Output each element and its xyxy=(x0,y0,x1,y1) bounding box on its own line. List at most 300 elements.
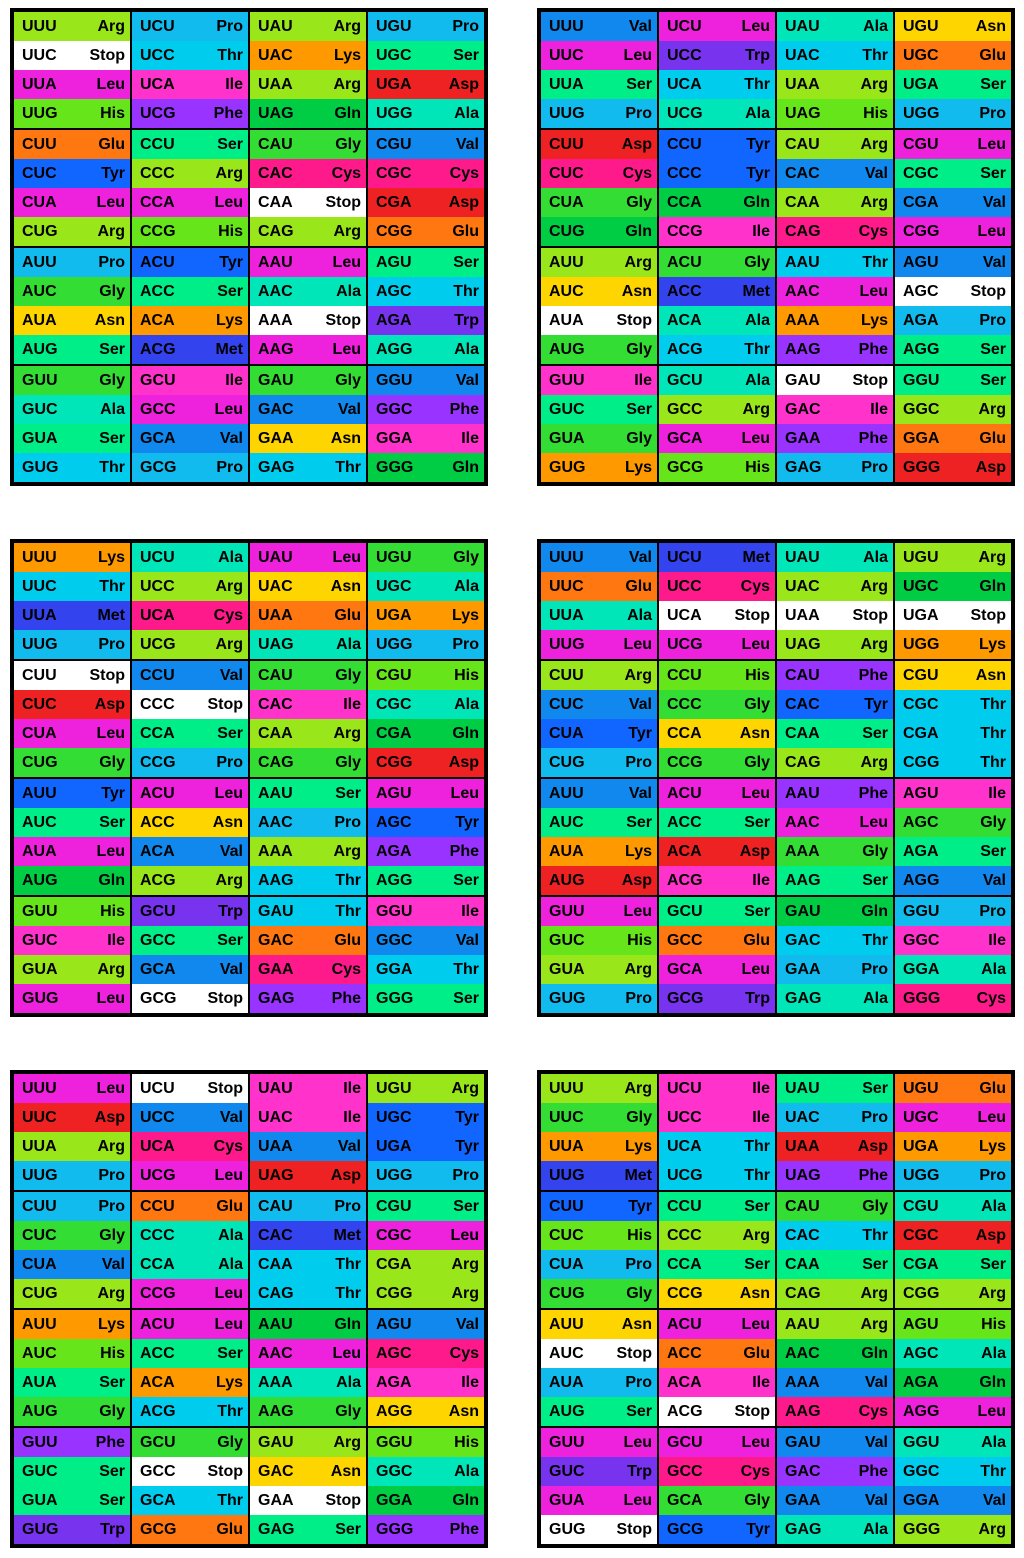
amino-acid-label: Stop xyxy=(89,666,125,684)
codon-cell xyxy=(250,217,366,246)
codon-label: UGG xyxy=(903,1166,940,1184)
codon-label: AUA xyxy=(22,1373,57,1391)
amino-acid-label: Arg xyxy=(978,1284,1006,1302)
codon-label: GUA xyxy=(22,429,58,447)
codon-label: CAC xyxy=(258,164,293,182)
amino-acid-label: Ile xyxy=(752,1108,770,1126)
amino-acid-label: Ser xyxy=(862,724,888,742)
amino-acid-label: Gly xyxy=(99,753,125,771)
amino-acid-label: Glu xyxy=(979,429,1006,447)
codon-label: UCA xyxy=(667,1137,702,1155)
codon-cell xyxy=(895,1192,1011,1221)
codon-cell xyxy=(777,366,893,395)
codon-cell xyxy=(14,1250,130,1279)
codon-label: CUA xyxy=(22,193,57,211)
amino-acid-label: Stop xyxy=(325,193,361,211)
codon-label: UGC xyxy=(376,577,412,595)
codon-block xyxy=(13,1191,131,1309)
codon-label: GCA xyxy=(667,429,703,447)
codon-cell xyxy=(541,130,657,159)
amino-acid-label: Ala xyxy=(100,400,125,418)
codon-label: GUA xyxy=(22,960,58,978)
amino-acid-label: Stop xyxy=(325,311,361,329)
amino-acid-label: Ile xyxy=(225,75,243,93)
codon-label: AAC xyxy=(785,1344,820,1362)
codon-label: GAC xyxy=(785,931,821,949)
codon-label: UGU xyxy=(903,17,939,35)
amino-acid-label: Leu xyxy=(96,75,125,93)
amino-acid-label: Pro xyxy=(861,1108,888,1126)
codon-cell xyxy=(14,1397,130,1426)
codon-label: GUU xyxy=(22,1433,58,1451)
codon-cell xyxy=(659,1486,775,1515)
codon-cell xyxy=(895,1368,1011,1397)
codon-cell xyxy=(541,217,657,246)
codon-label: ACA xyxy=(667,1373,702,1391)
codon-label: GCG xyxy=(140,1520,177,1538)
codon-cell xyxy=(659,99,775,128)
amino-acid-label: Gln xyxy=(979,577,1006,595)
amino-acid-label: Val xyxy=(864,1433,888,1451)
amino-acid-label: Pro xyxy=(979,311,1006,329)
amino-acid-label: Gly xyxy=(99,1402,125,1420)
codon-label: CCU xyxy=(140,666,175,684)
codon-cell xyxy=(368,1339,484,1368)
amino-acid-label: Pro xyxy=(452,1166,479,1184)
codon-cell xyxy=(541,808,657,837)
codon-cell xyxy=(14,808,130,837)
codon-label: UCC xyxy=(667,1108,702,1126)
amino-acid-label: Arg xyxy=(215,577,243,595)
amino-acid-label: Val xyxy=(455,931,479,949)
codon-label: GAU xyxy=(785,1433,821,1451)
amino-acid-label: Leu xyxy=(623,902,652,920)
amino-acid-label: Leu xyxy=(450,784,479,802)
codon-cell xyxy=(14,1279,130,1308)
codon-label: GUU xyxy=(22,902,58,920)
codon-cell xyxy=(777,395,893,424)
codon-cell xyxy=(541,424,657,453)
codon-cell xyxy=(368,306,484,335)
codon-label: UUA xyxy=(22,606,57,624)
codon-cell xyxy=(132,12,248,41)
codon-label: GAG xyxy=(785,989,822,1007)
codon-label: GAU xyxy=(785,902,821,920)
codon-label: GAC xyxy=(258,1462,294,1480)
codon-label: AGA xyxy=(903,311,939,329)
amino-acid-label: Ala xyxy=(336,1373,361,1391)
codon-label: UAU xyxy=(785,17,820,35)
amino-acid-label: Ser xyxy=(744,902,770,920)
amino-acid-label: Ala xyxy=(863,1520,888,1538)
codon-cell xyxy=(541,1279,657,1308)
amino-acid-label: Ala xyxy=(981,960,1006,978)
codon-label: UCU xyxy=(667,17,702,35)
codon-cell xyxy=(250,1103,366,1132)
codon-cell xyxy=(777,277,893,306)
codon-cell xyxy=(368,453,484,482)
codon-block xyxy=(13,542,131,660)
codon-block xyxy=(367,896,485,1014)
amino-acid-label: Leu xyxy=(977,222,1006,240)
codon-cell xyxy=(250,248,366,277)
codon-cell xyxy=(777,630,893,659)
amino-acid-label: Stop xyxy=(325,1491,361,1509)
codon-cell xyxy=(368,1250,484,1279)
codon-cell xyxy=(659,395,775,424)
codon-label: CCG xyxy=(667,753,703,771)
codon-label: ACG xyxy=(140,871,176,889)
codon-label: CCG xyxy=(140,753,176,771)
amino-acid-label: Tyr xyxy=(219,253,243,271)
amino-acid-label: Ile xyxy=(343,1079,361,1097)
codon-label: CAC xyxy=(258,1226,293,1244)
codon-label: GAU xyxy=(258,902,294,920)
codon-cell xyxy=(541,1310,657,1339)
codon-cell xyxy=(250,1397,366,1426)
amino-acid-label: Pro xyxy=(98,635,125,653)
amino-acid-label: Ile xyxy=(988,784,1006,802)
codon-block xyxy=(367,1427,485,1545)
codon-label: AUA xyxy=(549,842,584,860)
codon-label: UGU xyxy=(376,17,412,35)
codon-label: UGG xyxy=(903,635,940,653)
codon-label: CGC xyxy=(376,164,412,182)
codon-label: UCA xyxy=(140,1137,175,1155)
amino-acid-label: His xyxy=(745,458,770,476)
codon-label: AUA xyxy=(549,311,584,329)
amino-acid-label: Gly xyxy=(335,666,361,684)
codon-label: GGG xyxy=(903,458,941,476)
codon-cell xyxy=(659,779,775,808)
codon-cell xyxy=(368,248,484,277)
codon-cell xyxy=(895,99,1011,128)
amino-acid-label: Asp xyxy=(448,753,479,771)
codon-cell xyxy=(368,1515,484,1544)
codon-cell xyxy=(250,719,366,748)
codon-label: GGU xyxy=(903,371,940,389)
codon-block xyxy=(367,247,485,365)
codon-cell xyxy=(368,572,484,601)
codon-cell xyxy=(777,1279,893,1308)
amino-acid-label: Cys xyxy=(331,960,361,978)
codon-label: UGA xyxy=(376,606,412,624)
codon-cell xyxy=(777,453,893,482)
codon-label: UGC xyxy=(903,577,939,595)
codon-cell xyxy=(895,424,1011,453)
amino-acid-label: Arg xyxy=(97,222,125,240)
codon-label: UAU xyxy=(258,17,293,35)
codon-cell xyxy=(132,188,248,217)
codon-cell xyxy=(777,748,893,777)
amino-acid-label: Val xyxy=(628,548,652,566)
codon-label: AGA xyxy=(376,842,412,860)
codon-label: GAU xyxy=(258,371,294,389)
codon-label: GAG xyxy=(785,1520,822,1538)
codon-cell xyxy=(250,779,366,808)
amino-acid-label: Lys xyxy=(625,842,652,860)
codon-label: CUG xyxy=(22,1284,58,1302)
amino-acid-label: Arg xyxy=(742,400,770,418)
amino-acid-label: Val xyxy=(219,842,243,860)
codon-cell xyxy=(541,395,657,424)
codon-label: UUC xyxy=(549,577,584,595)
amino-acid-label: Thr xyxy=(744,1166,770,1184)
amino-acid-label: Ser xyxy=(217,282,243,300)
codon-label: AUC xyxy=(549,282,584,300)
amino-acid-label: Leu xyxy=(741,429,770,447)
amino-acid-label: Stop xyxy=(734,1402,770,1420)
codon-label: ACA xyxy=(140,842,175,860)
codon-cell xyxy=(368,1310,484,1339)
codon-cell xyxy=(895,1279,1011,1308)
amino-acid-label: Leu xyxy=(96,842,125,860)
codon-label: CAU xyxy=(785,135,820,153)
amino-acid-label: Cys xyxy=(449,164,479,182)
codon-cell xyxy=(659,897,775,926)
codon-label: GAA xyxy=(258,429,294,447)
codon-label: CCA xyxy=(140,193,175,211)
amino-acid-label: Ser xyxy=(453,253,479,271)
amino-acid-label: Stop xyxy=(852,371,888,389)
codon-cell xyxy=(659,601,775,630)
codon-label: GCC xyxy=(667,931,703,949)
codon-label: GGU xyxy=(376,1433,413,1451)
codon-label: CAA xyxy=(785,724,820,742)
amino-acid-label: Pro xyxy=(334,813,361,831)
codon-cell xyxy=(541,690,657,719)
amino-acid-label: Glu xyxy=(979,1079,1006,1097)
codon-cell xyxy=(250,630,366,659)
codon-cell xyxy=(777,984,893,1013)
codon-label: UUC xyxy=(22,577,57,595)
codon-cell xyxy=(250,1428,366,1457)
codon-cell xyxy=(777,955,893,984)
amino-acid-label: Lys xyxy=(98,1315,125,1333)
codon-label: UAC xyxy=(258,577,293,595)
codon-block xyxy=(658,247,776,365)
codon-cell xyxy=(132,1161,248,1190)
codon-cell xyxy=(659,1221,775,1250)
amino-acid-label: Phe xyxy=(858,340,888,358)
amino-acid-label: Asp xyxy=(330,1166,361,1184)
codon-label: CAC xyxy=(785,695,820,713)
amino-acid-label: Ala xyxy=(981,1197,1006,1215)
codon-label: AUU xyxy=(549,784,584,802)
amino-acid-label: Ser xyxy=(626,1402,652,1420)
amino-acid-label: Gly xyxy=(626,1108,652,1126)
codon-cell xyxy=(14,748,130,777)
codon-block xyxy=(658,778,776,896)
amino-acid-label: Gln xyxy=(452,458,479,476)
codon-cell xyxy=(895,1486,1011,1515)
codon-label: CCA xyxy=(667,1255,702,1273)
codon-cell xyxy=(541,572,657,601)
codon-label: AUU xyxy=(549,1315,584,1333)
codon-label: GCA xyxy=(140,429,176,447)
codon-label: UAA xyxy=(258,75,293,93)
codon-label: CUG xyxy=(549,222,585,240)
codon-cell xyxy=(541,1161,657,1190)
codon-label: CAG xyxy=(258,753,294,771)
codon-label: AGG xyxy=(376,1402,413,1420)
codon-cell xyxy=(895,1310,1011,1339)
codon-label: GAC xyxy=(785,400,821,418)
codon-cell xyxy=(541,1103,657,1132)
codon-cell xyxy=(368,926,484,955)
codon-label: CAU xyxy=(785,1197,820,1215)
codon-cell xyxy=(132,1279,248,1308)
codon-label: ACC xyxy=(667,813,702,831)
codon-cell xyxy=(132,1457,248,1486)
codon-cell xyxy=(14,1368,130,1397)
codon-block xyxy=(894,896,1012,1014)
amino-acid-label: Arg xyxy=(97,1284,125,1302)
amino-acid-label: Arg xyxy=(624,666,652,684)
amino-acid-label: Val xyxy=(982,871,1006,889)
codon-label: UCG xyxy=(667,1166,703,1184)
codon-cell xyxy=(132,690,248,719)
codon-label: UCG xyxy=(140,104,176,122)
amino-acid-label: Stop xyxy=(616,1520,652,1538)
amino-acid-label: Arg xyxy=(333,17,361,35)
codon-cell xyxy=(250,1515,366,1544)
codon-label: GUA xyxy=(549,429,585,447)
codon-cell xyxy=(368,130,484,159)
codon-label: UGU xyxy=(903,548,939,566)
amino-acid-label: Pro xyxy=(98,253,125,271)
amino-acid-label: Asp xyxy=(448,75,479,93)
codon-cell xyxy=(777,1428,893,1457)
amino-acid-label: Pro xyxy=(216,17,243,35)
codon-label: AGC xyxy=(903,813,939,831)
codon-table-1 xyxy=(10,8,488,486)
codon-label: UUC xyxy=(549,1108,584,1126)
codon-label: GAG xyxy=(785,458,822,476)
codon-cell xyxy=(777,1161,893,1190)
codon-cell xyxy=(541,277,657,306)
codon-cell xyxy=(250,926,366,955)
codon-label: GUA xyxy=(549,960,585,978)
codon-label: CUC xyxy=(549,695,584,713)
codon-cell xyxy=(368,1457,484,1486)
codon-cell xyxy=(250,1368,366,1397)
codon-cell xyxy=(368,159,484,188)
codon-label: GAU xyxy=(258,1433,294,1451)
amino-acid-label: Lys xyxy=(98,548,125,566)
codon-label: AGC xyxy=(376,1344,412,1362)
amino-acid-label: Pro xyxy=(979,902,1006,920)
codon-cell xyxy=(659,1397,775,1426)
codon-label: AAA xyxy=(258,842,293,860)
codon-cell xyxy=(541,779,657,808)
codon-cell xyxy=(895,1339,1011,1368)
codon-cell xyxy=(368,1486,484,1515)
amino-acid-label: Gly xyxy=(626,1284,652,1302)
amino-acid-label: Ile xyxy=(107,931,125,949)
amino-acid-label: Trp xyxy=(218,902,243,920)
codon-cell xyxy=(777,1397,893,1426)
codon-block xyxy=(776,1191,894,1309)
codon-label: UAU xyxy=(785,1079,820,1097)
codon-label: UUG xyxy=(22,104,58,122)
codon-cell xyxy=(659,690,775,719)
codon-cell xyxy=(132,366,248,395)
codon-label: GGC xyxy=(903,931,940,949)
codon-cell xyxy=(777,1221,893,1250)
codon-cell xyxy=(895,601,1011,630)
codon-label: GCU xyxy=(667,1433,703,1451)
codon-label: UGU xyxy=(903,1079,939,1097)
codon-label: CAG xyxy=(785,1284,821,1302)
codon-label: CCU xyxy=(667,666,702,684)
codon-label: ACG xyxy=(140,340,176,358)
amino-acid-label: Pro xyxy=(98,1197,125,1215)
codon-cell xyxy=(368,808,484,837)
codon-cell xyxy=(659,159,775,188)
amino-acid-label: Arg xyxy=(860,135,888,153)
codon-label: CUU xyxy=(22,666,57,684)
codon-cell xyxy=(368,424,484,453)
codon-block xyxy=(894,660,1012,778)
codon-cell xyxy=(659,366,775,395)
codon-block xyxy=(13,1309,131,1427)
amino-acid-label: Ser xyxy=(99,813,125,831)
codon-label: AAU xyxy=(785,253,820,271)
amino-acid-label: Arg xyxy=(624,960,652,978)
amino-acid-label: His xyxy=(218,222,243,240)
codon-cell xyxy=(368,1428,484,1457)
amino-acid-label: Asn xyxy=(448,1402,479,1420)
codon-cell xyxy=(250,395,366,424)
amino-acid-label: Arg xyxy=(215,164,243,182)
codon-block xyxy=(776,1427,894,1545)
codon-cell xyxy=(14,837,130,866)
codon-block xyxy=(131,1073,249,1191)
codon-block xyxy=(367,365,485,483)
codon-label: AAG xyxy=(258,340,294,358)
codon-label: CGG xyxy=(376,1284,413,1302)
amino-acid-label: Gln xyxy=(743,193,770,211)
codon-cell xyxy=(895,130,1011,159)
codon-cell xyxy=(368,41,484,70)
codon-label: AAG xyxy=(785,871,821,889)
codon-label: GAA xyxy=(785,960,821,978)
amino-acid-label: Pro xyxy=(216,753,243,771)
amino-acid-label: Gly xyxy=(744,1491,770,1509)
codon-table-2 xyxy=(537,8,1015,486)
amino-acid-label: Leu xyxy=(332,253,361,271)
codon-label: GUG xyxy=(549,989,586,1007)
codon-cell xyxy=(14,1161,130,1190)
codon-label: CAA xyxy=(258,724,293,742)
amino-acid-label: Val xyxy=(337,400,361,418)
codon-label: CAG xyxy=(258,222,294,240)
amino-acid-label: Stop xyxy=(207,695,243,713)
codon-label: CCC xyxy=(667,695,702,713)
codon-cell xyxy=(14,1515,130,1544)
codon-cell xyxy=(777,99,893,128)
amino-acid-label: Pro xyxy=(452,17,479,35)
codon-block xyxy=(13,778,131,896)
codon-cell xyxy=(250,1074,366,1103)
amino-acid-label: Ser xyxy=(453,46,479,64)
codon-cell xyxy=(132,1250,248,1279)
codon-label: AUG xyxy=(22,340,58,358)
amino-acid-label: Cys xyxy=(622,164,652,182)
codon-label: AAU xyxy=(785,1315,820,1333)
codon-cell xyxy=(250,70,366,99)
